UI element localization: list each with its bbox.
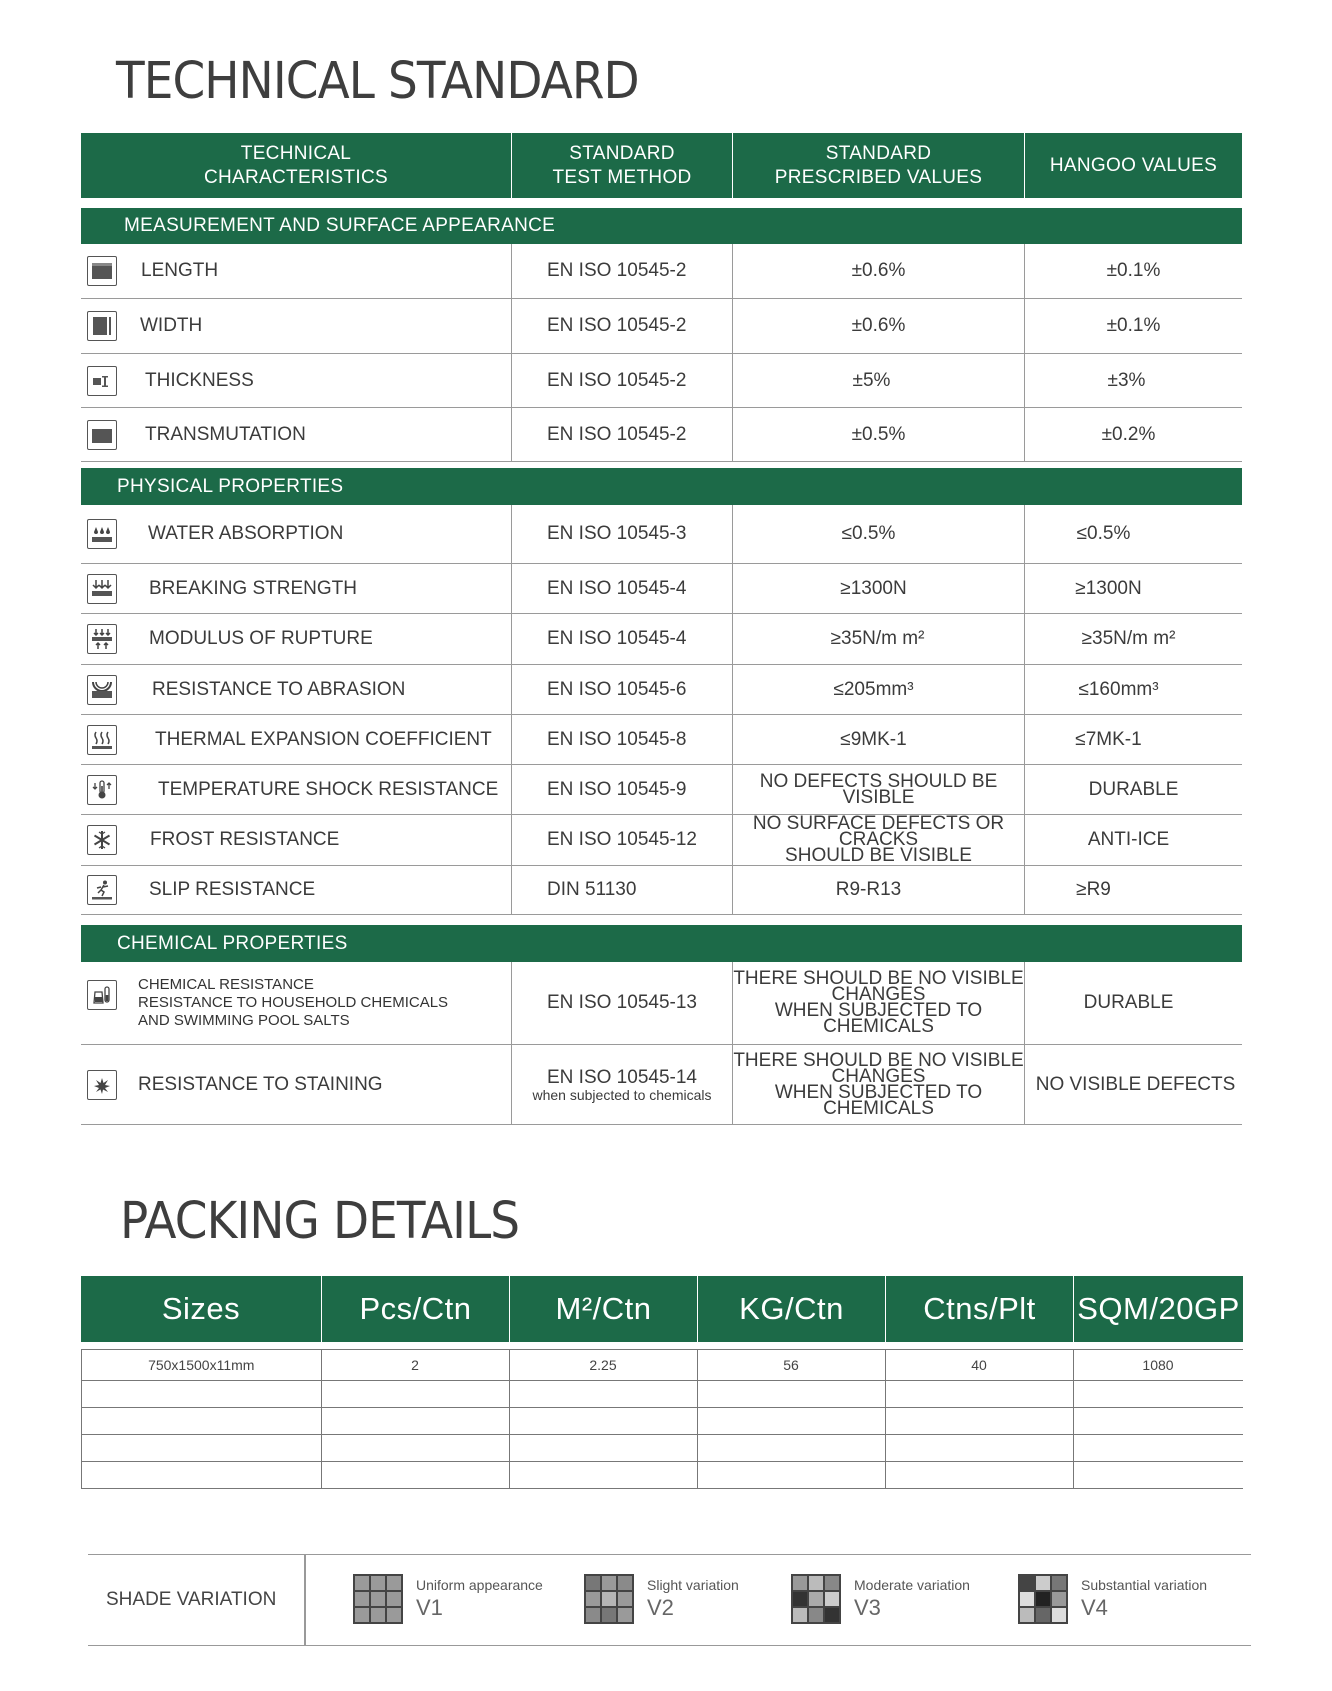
table-row [82, 1462, 1243, 1489]
shade-code: V1 [416, 1595, 443, 1620]
hangoo-value: ≥R9 [1076, 879, 1111, 900]
shade-code: V4 [1081, 1595, 1108, 1620]
header-test-method: STANDARD TEST METHOD [512, 133, 733, 198]
prescribed-value: ≥35N/m m² [733, 614, 1025, 664]
test-method: EN ISO 10545-9 [512, 765, 733, 814]
packing-table-body [81, 1349, 1243, 1489]
thermometer-icon [87, 775, 117, 805]
test-method: EN ISO 10545-13 [512, 962, 733, 1044]
prescribed-value: ≤9MK-1 [733, 715, 1025, 764]
test-method: EN ISO 10545-12 [512, 815, 733, 865]
header-sqm-20gp: SQM/20GP [1077, 1291, 1240, 1326]
characteristic-name: THERMAL EXPANSION COEFFICIENT [155, 728, 492, 750]
characteristic-name: LENGTH [141, 260, 219, 281]
prescribed-value: NO SURFACE DEFECTS OR CRACKS SHOULD BE VISIBLE [733, 815, 1025, 865]
table-row [81, 408, 1242, 462]
header-hangoo-values: HANGOO VALUES [1049, 154, 1218, 176]
header-kg-ctn: KG/Ctn [698, 1276, 886, 1342]
prescribed-value: NO DEFECTS SHOULD BE VISIBLE [733, 765, 1025, 814]
shade-code: V2 [647, 1595, 674, 1620]
snowflake-icon [87, 825, 117, 855]
prescribed-value: ±0.6% [733, 244, 1025, 298]
test-method: EN ISO 10545-2 [512, 299, 733, 353]
table-row [82, 1435, 1243, 1462]
technical-table-header [81, 133, 1242, 198]
length-icon [87, 256, 117, 286]
prescribed-value: ≤205mm³ [733, 665, 1025, 714]
shade-grid-substantial-icon [1018, 1574, 1068, 1624]
shade-item-v4 [1018, 1574, 1207, 1624]
hangoo-value: ≥35N/m m² [1081, 628, 1176, 649]
test-method: EN ISO 10545-6 [512, 665, 733, 714]
hangoo-value: ±0.1% [1106, 260, 1161, 281]
test-method: EN ISO 10545-2 [512, 244, 733, 298]
characteristic-name: FROST RESISTANCE [150, 829, 340, 850]
table-row [82, 1381, 1243, 1408]
table-row [81, 765, 1242, 815]
test-method-note: when subjected to chemicals [532, 1086, 712, 1103]
slip-icon [87, 875, 117, 905]
cell-size: 750x1500x11mm [82, 1350, 322, 1380]
hangoo-value: ≤0.5% [1076, 523, 1131, 544]
table-row [82, 1350, 1243, 1381]
width-icon [87, 311, 117, 341]
thickness-icon [87, 366, 117, 396]
cell-kg-ctn: 56 [698, 1350, 886, 1380]
packing-table [81, 1276, 1243, 1373]
table-row [81, 614, 1242, 665]
cell-sqm-20gp: 1080 [1142, 1357, 1174, 1373]
prescribed-value: ±5% [733, 354, 1025, 407]
test-method: EN ISO 10545-8 [512, 715, 733, 764]
characteristic-name: CHEMICAL RESISTANCE RESISTANCE TO HOUSEHOLD CHEMICALS AND SWIMMING POOL SALTS [138, 976, 449, 1029]
table-row [81, 815, 1242, 866]
header-technical-characteristics: TECHNICAL CHARACTERISTICS [81, 133, 512, 198]
table-row [81, 866, 1242, 915]
table-row [81, 244, 1242, 299]
cell-pcs-ctn: 2 [322, 1350, 510, 1380]
test-method: EN ISO 10545-4 [512, 564, 733, 613]
characteristic-name: THICKNESS [145, 369, 254, 391]
shade-item-v1 [353, 1574, 543, 1624]
table-row [81, 962, 1242, 1045]
divider [304, 1555, 306, 1645]
table-row [81, 505, 1242, 564]
characteristic-name: SLIP RESISTANCE [149, 879, 316, 900]
section-physical [81, 468, 1242, 505]
prescribed-value: ≥1300N [733, 564, 1025, 613]
header-pcs-ctn: Pcs/Ctn [322, 1276, 510, 1342]
technical-standard-title: TECHNICAL STANDARD [116, 52, 639, 111]
hangoo-value: ANTI-ICE [1087, 829, 1170, 850]
prescribed-value: THERE SHOULD BE NO VISIBLE CHANGES WHEN SUBJECTED TO CHEMICALS [733, 1045, 1025, 1124]
test-method: EN ISO 10545-3 [512, 505, 733, 563]
header-m2-ctn: M²/Ctn [510, 1276, 698, 1342]
abrasion-icon [87, 675, 117, 705]
characteristic-name: BREAKING STRENGTH [149, 577, 357, 599]
hangoo-value: ±3% [1107, 369, 1146, 391]
transmutation-icon [87, 420, 117, 450]
characteristic-name: WIDTH [140, 315, 203, 336]
table-row [81, 299, 1242, 354]
shade-description: Substantial variation [1081, 1577, 1208, 1593]
shade-variation-panel [88, 1554, 1251, 1646]
shade-grid-moderate-icon [791, 1574, 841, 1624]
section-chemical [81, 925, 1242, 962]
hangoo-value: DURABLE [1083, 992, 1174, 1013]
characteristic-name: WATER ABSORPTION [148, 523, 344, 544]
table-row [81, 665, 1242, 715]
breaking-strength-icon [87, 574, 117, 604]
test-method: EN ISO 10545-14 [547, 1066, 697, 1088]
table-row [81, 1045, 1242, 1125]
packing-details-title: PACKING DETAILS [120, 1192, 520, 1251]
characteristic-name: RESISTANCE TO STAINING [138, 1073, 383, 1095]
table-row [81, 715, 1242, 765]
section-measurement [81, 208, 1242, 244]
packing-table-header [81, 1276, 1243, 1342]
table-row [82, 1408, 1243, 1435]
header-ctns-plt: Ctns/Plt [886, 1276, 1074, 1342]
water-absorption-icon [87, 519, 117, 549]
table-row [81, 564, 1242, 614]
shade-item-v2 [584, 1574, 739, 1624]
cell-ctns-plt: 40 [886, 1350, 1074, 1380]
test-method: DIN 51130 [512, 866, 733, 914]
prescribed-value: R9-R13 [733, 866, 1025, 914]
section-label: PHYSICAL PROPERTIES [117, 475, 344, 497]
stain-icon [87, 1070, 117, 1100]
hangoo-value: NO VISIBLE DEFECTS [1035, 1073, 1236, 1095]
modulus-rupture-icon [87, 624, 117, 654]
characteristic-name: RESISTANCE TO ABRASION [152, 678, 406, 700]
chemical-icon [87, 980, 117, 1010]
shade-description: Uniform appearance [416, 1577, 543, 1593]
test-method: EN ISO 10545-4 [512, 614, 733, 664]
shade-description: Slight variation [647, 1577, 739, 1593]
technical-table [81, 133, 1242, 1119]
hangoo-value: DURABLE [1088, 778, 1179, 800]
header-prescribed-values: STANDARD PRESCRIBED VALUES [733, 133, 1025, 198]
header-sizes: Sizes [81, 1276, 322, 1342]
prescribed-value: ±0.5% [733, 408, 1025, 461]
characteristic-name: TRANSMUTATION [145, 423, 306, 445]
characteristic-name: MODULUS OF RUPTURE [149, 628, 373, 649]
shade-description: Moderate variation [854, 1577, 970, 1593]
hangoo-value: ±0.1% [1106, 315, 1161, 336]
thermal-expansion-icon [87, 725, 117, 755]
hangoo-value: ≤7MK-1 [1075, 728, 1142, 750]
hangoo-value: ±0.2% [1101, 423, 1156, 445]
prescribed-value: ≤0.5% [733, 505, 1025, 563]
shade-item-v3 [791, 1574, 970, 1624]
prescribed-value: ±0.6% [733, 299, 1025, 353]
section-label: CHEMICAL PROPERTIES [117, 932, 348, 954]
prescribed-value: THERE SHOULD BE NO VISIBLE CHANGES WHEN SUBJECTED TO CHEMICALS [733, 962, 1025, 1044]
test-method: EN ISO 10545-2 [512, 408, 733, 461]
shade-variation-label: SHADE VARIATION [106, 1589, 277, 1610]
section-label: MEASUREMENT AND SURFACE APPEARANCE [124, 215, 556, 236]
shade-grid-slight-icon [584, 1574, 634, 1624]
characteristic-name: TEMPERATURE SHOCK RESISTANCE [158, 778, 499, 800]
table-row [81, 354, 1242, 408]
test-method: EN ISO 10545-2 [512, 354, 733, 407]
shade-code: V3 [854, 1595, 881, 1620]
hangoo-value: ≤160mm³ [1078, 678, 1159, 700]
shade-grid-uniform-icon [353, 1574, 403, 1624]
cell-m2-ctn: 2.25 [510, 1350, 698, 1380]
hangoo-value: ≥1300N [1075, 577, 1142, 599]
